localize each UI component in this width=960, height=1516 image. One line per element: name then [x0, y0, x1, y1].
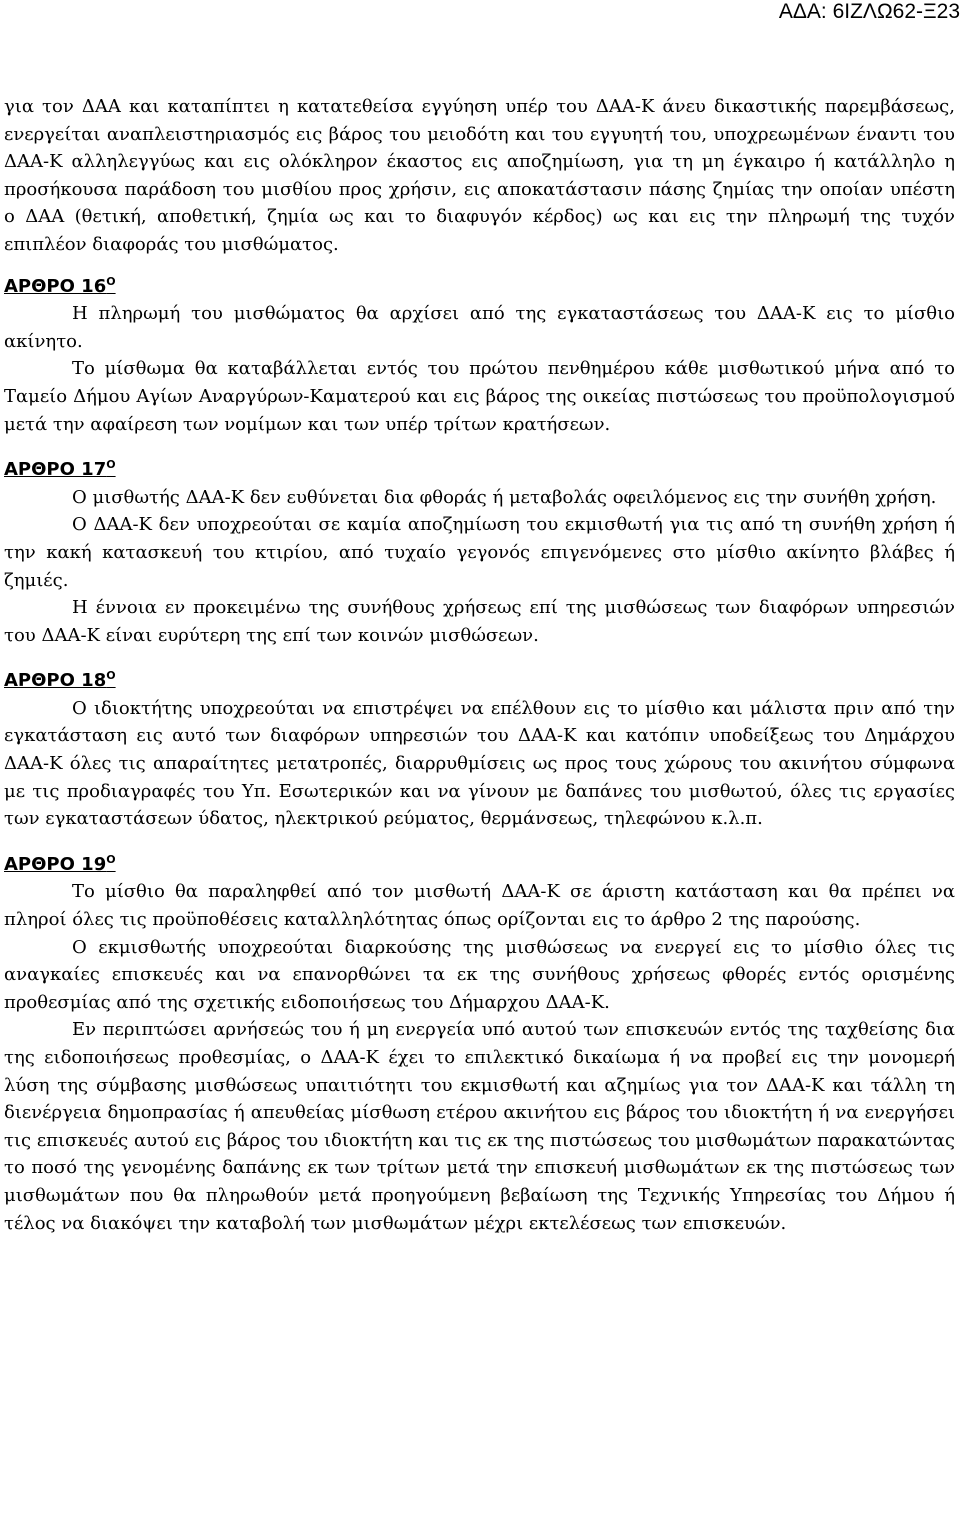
article-17	[4, 456, 955, 649]
article-17-paragraph-1: Ο μισθωτής ΔΑΑ-Κ δεν ευθύνεται δια φθοράς ή μεταβολάς οφειλόμενος εις την συνήθη χρήση.	[72, 486, 937, 508]
article-19-paragraph-2: Ο εκμισθωτής υποχρεούται διαρκούσης της μισθώσεως να ενεργεί εις το μίσθιο όλες τις αναγκαίες επισκευές και να επανορθώνει τα εκ της συνήθους χρήσεως φθορές εντός ορισμένης προθεσμίας από της σχετικής ειδοποιήσεως του Δήμαρχου ΔΑΑ-Κ.	[4, 936, 955, 1013]
article-19	[4, 851, 955, 1237]
article-19-paragraph-3: Εν περιπτώσει αρνήσεώς του ή μη ενεργεία υπό αυτού των επισκευών εντός της ταχθείσης δια της ειδοποιήσεως προθεσμίας, ο ΔΑΑ-Κ έχει το επιλεκτικό δικαίωμα ή να προβεί εις την μονομερή λύση της σύμβασης μισθώσεως υπαιτιότητι του εκμισθωτή και αζημίως για τον ΔΑΑ-Κ και τάλλη τη διενέργεια δημοπρασίας ή απευθείας μίσθωση ετέρου ακινήτου εις βάρος του ιδιοκτήτη ή να ενεργήσει τις επισκευές αυτού εις βάρος του ιδιοκτήτη και τις εκ της πιστώσεως του μισθωμάτων παρακατώντας το ποσό της γενομένης δαπάνης εκ των τρίτων μετά την επισκευή μισθωμάτων εκ της πιστώσεως των μισθωμάτων που θα πληρωθούν μετά προηγούμενη βεβαίωση της Τεχνικής Υπηρεσίας του Δήμου ή τέλος να διακόψει την καταβολή των μισθωμάτων μέχρι εκτελέσεως των επισκευών.	[4, 1019, 956, 1234]
article-16-paragraph-1: Η πληρωμή του μισθώματος θα αρχίσει από της εγκαταστάσεως του ΔΑΑ-Κ εις το μίσθιο ακίνητο.	[4, 303, 955, 352]
spacer	[4, 649, 955, 667]
spacer	[4, 259, 955, 273]
article-18	[4, 667, 955, 833]
article-16-heading	[4, 273, 138, 301]
article-16-paragraph-2: Το μίσθωμα θα καταβάλλεται εντός του πρώτου πενθημέρου κάθε μισθωτικού μήνα από το Ταμείο Δήμου Αγίων Αναργύρων-Καματερού και εις βάρος της οικείας πιστώσεως του προϋπολογισμού μετά την αφαίρεση των νομίμων και των υπέρ τρίτων κρατήσεων.	[4, 358, 955, 435]
article-18-ordinal: Ο	[106, 669, 116, 683]
article-19-heading	[4, 851, 138, 879]
article-19-title: ΑΡΘΡΟ 19	[4, 853, 107, 875]
spacer	[4, 438, 955, 456]
article-17-title: ΑΡΘΡΟ 17	[4, 459, 107, 481]
article-19-ordinal: Ο	[106, 852, 116, 866]
ada-code-header: ΑΔΑ: 6ΙΖΛΩ62-Ξ23	[778, 0, 960, 23]
article-16	[4, 273, 955, 439]
article-18-title: ΑΡΘΡΟ 18	[4, 670, 107, 692]
spacer	[4, 833, 955, 851]
article-17-ordinal: Ο	[106, 458, 116, 472]
article-17-paragraph-3: Η έννοια εν προκειμένω της συνήθους χρήσεως επί της μισθώσεως των διαφόρων υπηρεσιών του ΔΑΑ-Κ είναι ευρύτερη της επί των κοινών μισθώσεων.	[4, 597, 955, 646]
article-18-paragraph-1: Ο ιδιοκτήτης υποχρεούται να επιστρέψει να επέλθουν εις το μίσθιο και μάλιστα πριν από την εγκατάσταση εις αυτό των διαφόρων υπηρεσιών του ΔΑΑ-Κ και κατόπιν υποδείξεως του Δημάρχου ΔΑΑ-Κ όλες τις απαραίτητες μετατροπές, διαρρυθμίσεις ως προς τους χώρους του ακινήτου σύμφωνα με τις προδιαγραφές του Υπ. Εσωτερικών και να γίνουν με δαπάνες του μισθωτού, όλες τις εργασίες των εγκαταστάσεων ύδατος, ηλεκτρικού ρεύματος, θερμάνσεως, τηλεφώνου κ.λ.π.	[4, 697, 955, 830]
article-16-title: ΑΡΘΡΟ 16	[4, 275, 107, 297]
intro-paragraph: για τον ΔΑΑ και καταπίπτει η κατατεθείσα εγγύηση υπέρ του ΔΑΑ-Κ άνευ δικαστικής παρεμβάσεως, ενεργείται αναπλειστηριασμός εις βάρος του μειοδότη και του εγγυητή του, υποχρεωμένων έναντι του ΔΑΑ-Κ αλληλεγγύως και εις ολόκληρον έκαστος εις αποζημίωση, για τη μη έγκαιρο ή κατάλληλο η προσήκουσα παράδοση του μισθίου προς χρήσιν, εις αποκατάστασιν πάσης ζημίας την οποίαν υπέστη ο ΔΑΑ (θετική, αποθετική, ζημία ως και το διαφυγόν κέρδος) ως και εις την πληρωμή της τυχόν επιπλέον διαφοράς του μισθώματος.	[4, 96, 955, 255]
article-18-heading	[4, 667, 116, 695]
article-19-paragraph-1: Το μίσθιο θα παραληφθεί από τον μισθωτή ΔΑΑ-Κ σε άριστη κατάσταση και θα πρέπει να πληροί όλες τις προϋποθέσεις καταλληλότητας όπως ορίζονται εις το άρθρο 2 της παρούσης.	[4, 881, 955, 931]
article-16-ordinal: Ο	[106, 274, 116, 288]
article-17-paragraph-2: Ο ΔΑΑ-Κ δεν υποχρεούται σε καμία αποζημίωση του εκμισθωτή για τις από τη συνήθη χρήση ή την κακή κατασκευή του κτιρίου, από τυχαίο γεγονός επιγενόμενες στο μίσθιο ακίνητο βλάβες ή ζημιές.	[4, 514, 955, 591]
article-17-heading	[4, 456, 138, 484]
document-body	[4, 93, 955, 1237]
